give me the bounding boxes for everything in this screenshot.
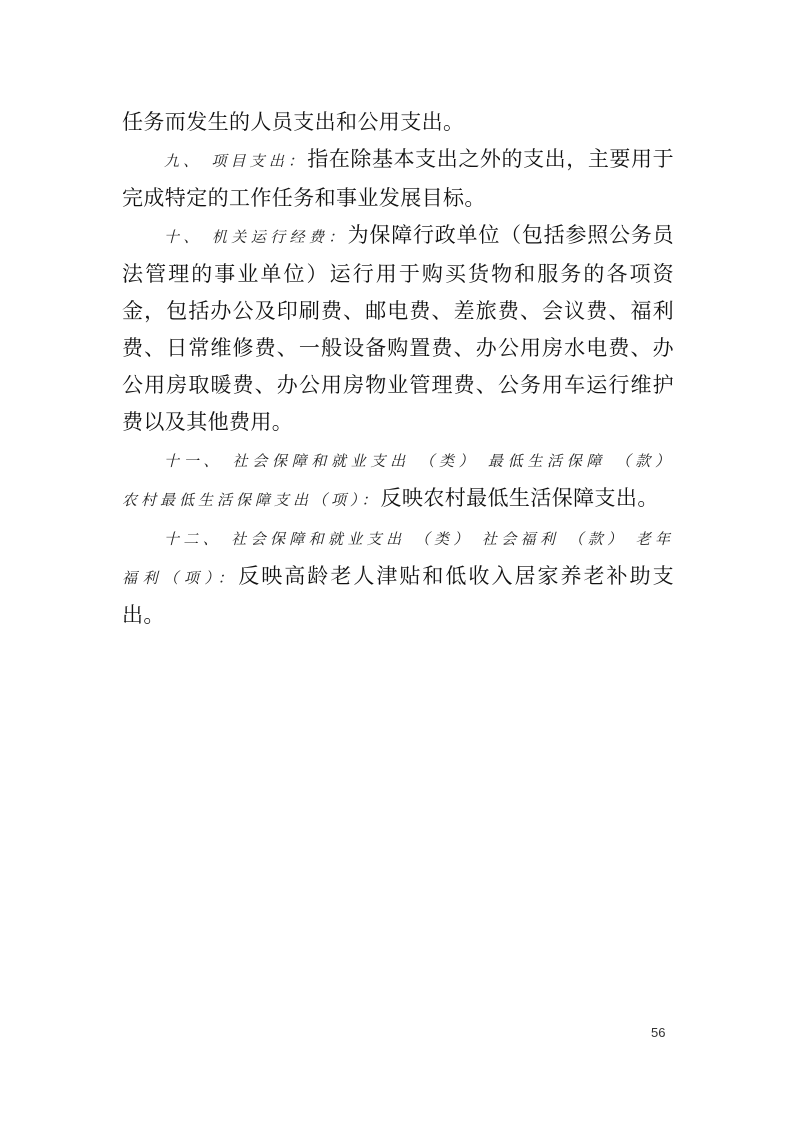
paragraph-item-11 [122, 441, 674, 519]
item-12-heading: 十二、 社会保障和就业支出 （类） 社会福利 （款） 老年福利（项）： [122, 530, 674, 587]
paragraph-item-9 [122, 141, 674, 217]
item-12-text: 反映高龄老人津贴和低收入居家养老补助支出。 [122, 564, 674, 627]
paragraph-item-10 [122, 217, 674, 441]
paragraph-text: 任务而发生的人员支出和公用支出。 [122, 110, 465, 134]
item-11-heading: 十一、 社会保障和就业支出 （类） 最低生活保障 （款） 农村最低生活保障支出（项）： [122, 452, 674, 509]
paragraph-item-12 [122, 519, 674, 634]
item-10-text: 为保障行政单位（包括参照公务员法管理的事业单位）运行用于购买货物和服务的各项资金，包括办公及印刷费、邮电费、差旅费、会议费、福利费、日常维修费、一般设备购置费、办公用房水电费、办公用房取暖费、办公用房物业管理费、公务用车运行维护费以及其他费用。 [122, 223, 675, 434]
item-11-text: 反映农村最低生活保障支出。 [380, 486, 659, 510]
item-9-text: 指在除基本支出之外的支出，主要用于完成特定的工作任务和事业发展目标。 [122, 147, 674, 210]
page-number: 56 [651, 1025, 666, 1040]
item-9-heading: 九、 项目支出： [164, 152, 308, 170]
item-10-heading: 十、 机关运行经费： [164, 228, 348, 246]
paragraph-continuation [122, 104, 674, 141]
document-body [122, 104, 674, 634]
